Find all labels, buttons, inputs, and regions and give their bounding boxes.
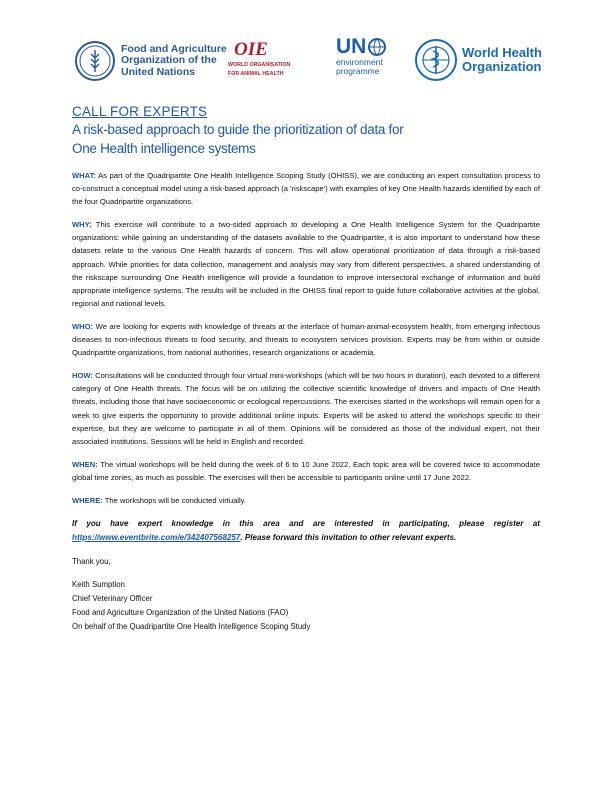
- who-name-line1: World Health: [462, 45, 542, 60]
- unep-name-line2: programme: [336, 66, 380, 76]
- who-logo: [414, 38, 542, 82]
- title-line1: A risk-based approach to guide the prioritization of data for: [72, 122, 404, 137]
- what-paragraph: [72, 169, 540, 208]
- when-text: The virtual workshops will be held during the week of 6 to 10 June 2022. Each topic area will be covered twice to accommodate global time zones, as much as possible. The exercises will then be accessible to participants online until 17 June 2022.: [72, 459, 540, 482]
- unep-name-line1: environment: [336, 57, 383, 67]
- eventbrite-link[interactable]: https://www.eventbrite.com/e/342407568257: [72, 533, 241, 543]
- oie-mark: OIE: [234, 39, 268, 60]
- title-line2: One Health intelligence systems: [72, 141, 256, 156]
- who-text: We are looking for experts with knowledge of threats at the interface of human-animal-ecosystem health, from emerging infectious diseases to non-infectious threats to food security, and threats to ecosystem services provision. Experts may be from within or outside Quadripartite organizations, from national authorities, research organizations or academia.: [72, 321, 540, 358]
- unep-mark: UN: [336, 35, 367, 58]
- logo-bar: [0, 36, 612, 90]
- oie-name-line1: WORLD ORGANISATION: [228, 62, 291, 68]
- why-label: WHY:: [72, 220, 92, 230]
- who-paragraph: [72, 320, 540, 359]
- what-text: As part of the Quadripartite One Health Intelligence Scoping Study (OHISS), we are conducting an expert consultation process to co-construct a conceptual model using a risk-based approach (a 'riskscape') with examples of key One Health hazards identified by each of the four Quadripartite organizations.: [72, 171, 540, 207]
- how-paragraph: [72, 369, 540, 448]
- thanks-line: Thank you,: [72, 557, 111, 567]
- register-text-after: . Please forward this invitation to other relevant experts.: [240, 533, 457, 543]
- fao-name-line2: Organization of the: [121, 54, 217, 67]
- oie-logo: [228, 40, 290, 77]
- register-paragraph: [72, 517, 540, 545]
- fao-emblem-icon: [74, 40, 116, 82]
- how-text: Consultations will be conducted through four virtual mini-workshops (which will be two hours in duration), each devoted to a different category of One Health threats. The focus will be on utilizing the collective scientific knowledge of drivers and impacts of One Health threats, including those that have socioeconomic or ecological repercussions. The exercises started in the workshops will remain open for a week to give experts the opportunity to provide additional online inputs. Experts will be asked to attend the workshops specific to their expertise, but they are welcome to participate in all of them. Opinions will be considered as those of the individual expert, not their associated institutions. Sessions will be held in English and recorded.: [72, 371, 540, 446]
- where-text: The workshops will be conducted virtually.: [102, 495, 247, 505]
- why-text: This exercise will contribute to a two-sided approach to developing a One Health Intelligence System for the Quadripartite organizations: while gaining an understanding of the datasets available to the Quadripartite, it is also important to understand how these datasets relate to the various One Health hazards of concern. This will allow operational prioritization of data through a risk-based approach. While priorities for data collection, management and analysis may vary from different perspectives, a shared understanding of the riskscape surrounding One Health intelligence will provide a foundation to improve intersectoral exchange of information and build appropriate intelligence systems. The results will be included in the OHISS final report to guide future collaborative activities at the global, regional and national levels.: [72, 220, 540, 308]
- who-emblem-icon: [414, 38, 458, 82]
- fao-name-line3: United Nations: [121, 65, 196, 78]
- where-label: WHERE:: [72, 495, 103, 505]
- signer-role: Chief Veterinary Officer: [72, 594, 153, 604]
- unep-logo: [336, 36, 387, 76]
- signature-block: [72, 578, 540, 634]
- signer-name: Keith Sumption: [72, 580, 125, 590]
- who-name-line2: Organization: [462, 59, 542, 74]
- on-behalf-line: On behalf of the Quadripartite One Health Intelligence Scoping Study: [72, 622, 311, 632]
- call-for-experts-heading: CALL FOR EXPERTS: [72, 104, 208, 119]
- what-label: WHAT:: [72, 171, 96, 180]
- when-paragraph: [72, 458, 540, 484]
- signer-organization: Food and Agriculture Organization of the United Nations (FAO): [72, 608, 289, 618]
- who-label: WHO:: [72, 321, 94, 331]
- when-label: WHEN:: [72, 459, 98, 469]
- unep-globe-icon: [367, 37, 387, 57]
- oie-name-line2: FOR ANIMAL HEALTH: [228, 70, 284, 77]
- register-text-before: If you have expert knowledge in this area and are interested in participating, please register at: [72, 519, 540, 529]
- fao-name-line1: Food and Agriculture: [121, 42, 227, 55]
- where-paragraph: [72, 494, 540, 507]
- letter-body: [72, 104, 540, 634]
- fao-logo: [74, 40, 227, 82]
- why-paragraph: [72, 218, 540, 310]
- how-label: HOW:: [72, 371, 93, 381]
